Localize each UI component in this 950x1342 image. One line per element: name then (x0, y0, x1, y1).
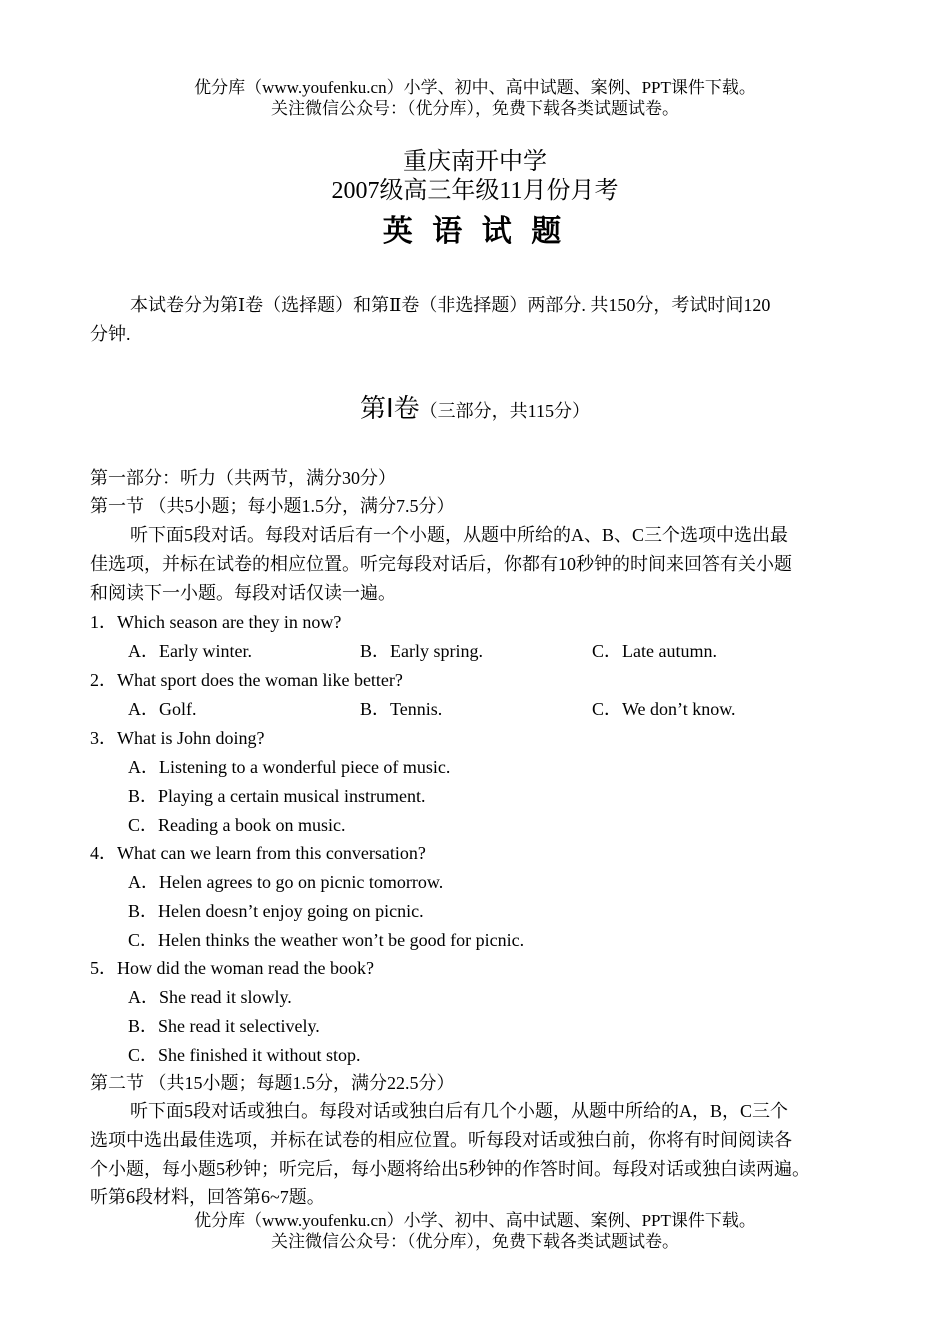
header-line-2: 关注微信公众号：（优分库），免费下载各类试题试卷。 (271, 99, 679, 118)
part1-title (90, 466, 396, 490)
section2-instr-1: 听下面5段对话或独白。每段对话或独白后有几个小题，从题中所给的A，B，C三个 (130, 1101, 789, 1121)
volume-heading (0, 393, 950, 426)
footer-line-1: 优分库（www.youfenku.cn）小学、初中、高中试题、案例、PPT课件下载。 (194, 1211, 756, 1230)
exam-title: 2007级高三年级11月份月考 (331, 178, 619, 204)
intro-line-1: 本试卷分为第Ⅰ卷（选择题）和第Ⅱ卷（非选择题）两部分. 共150分，考试时间120 (130, 295, 771, 315)
section1-title: 第一节 （共5小题；每小题1.5分，满分7.5分） (90, 496, 455, 516)
section2-instr-3: 个小题，每小题5秒钟；听完后，每小题将给出5秒钟的作答时间。每段对话或独白读两遍。 (90, 1159, 810, 1179)
q2-option-c: C．We don’t know. (592, 699, 736, 719)
section1-instr-2: 佳选项，并标在试卷的相应位置。听完每段对话后，你都有10秒钟的时间来回答有关小题 (90, 554, 792, 574)
part1-title-num: 30 (342, 468, 360, 488)
question-4: 4．What can we learn from this conversation? (90, 843, 426, 863)
q3-option-c: C．Reading a book on music. (128, 815, 346, 835)
q5-option-a: A．She read it slowly. (128, 987, 292, 1007)
q5-option-b: B．She read it selectively. (128, 1016, 320, 1036)
volume-note: （三部分，共115分） (419, 401, 590, 421)
section2-instr-4: 听第6段材料，回答第6~7题。 (90, 1187, 325, 1207)
q4-option-a: A．Helen agrees to go on picnic tomorrow. (128, 872, 444, 892)
q4-option-b: B．Helen doesn’t enjoy going on picnic. (128, 901, 424, 921)
school-name: 重庆南开中学 (403, 149, 547, 175)
q4-option-c: C．Helen thinks the weather won’t be good for picnic. (128, 930, 525, 950)
q1-option-c: C．Late autumn. (592, 641, 717, 661)
header-line-1: 优分库（www.youfenku.cn）小学、初中、高中试题、案例、PPT课件下载。 (194, 78, 756, 97)
part1-title-a: 第一部分：听力（共两节，满分 (90, 468, 342, 488)
section1-instr-3: 和阅读下一小题。每段对话仅读一遍。 (90, 583, 396, 603)
section2-instr-2: 选项中选出最佳选项，并标在试卷的相应位置。听每段对话或独白前，你将有时间阅读各 (90, 1130, 792, 1150)
question-5: 5．How did the woman read the book? (90, 958, 374, 978)
question-3: 3．What is John doing? (90, 728, 265, 748)
volume-title: 第Ⅰ卷 (359, 393, 420, 423)
part1-title-b: 分） (360, 468, 396, 488)
q2-option-b: B．Tennis. (360, 699, 443, 719)
section1-instr-1: 听下面5段对话。每段对话后有一个小题，从题中所给的A、B、C三个选项中选出最 (130, 525, 789, 545)
question-2: 2．What sport does the woman like better? (90, 670, 403, 690)
footer-line-2: 关注微信公众号：（优分库），免费下载各类试题试卷。 (271, 1232, 679, 1251)
section2-title: 第二节 （共15小题；每题1.5分，满分22.5分） (90, 1073, 455, 1093)
intro-line-2: 分钟. (90, 324, 131, 344)
subject-title: 英 语 试 题 (382, 215, 568, 248)
q3-option-a: A．Listening to a wonderful piece of music. (128, 757, 451, 777)
q5-option-c: C．She finished it without stop. (128, 1045, 361, 1065)
q1-option-a: A．Early winter. (128, 641, 252, 661)
q2-option-a: A．Golf. (128, 699, 197, 719)
q3-option-b: B．Playing a certain musical instrument. (128, 786, 426, 806)
question-1: 1．Which season are they in now? (90, 612, 342, 632)
q1-option-b: B．Early spring. (360, 641, 483, 661)
